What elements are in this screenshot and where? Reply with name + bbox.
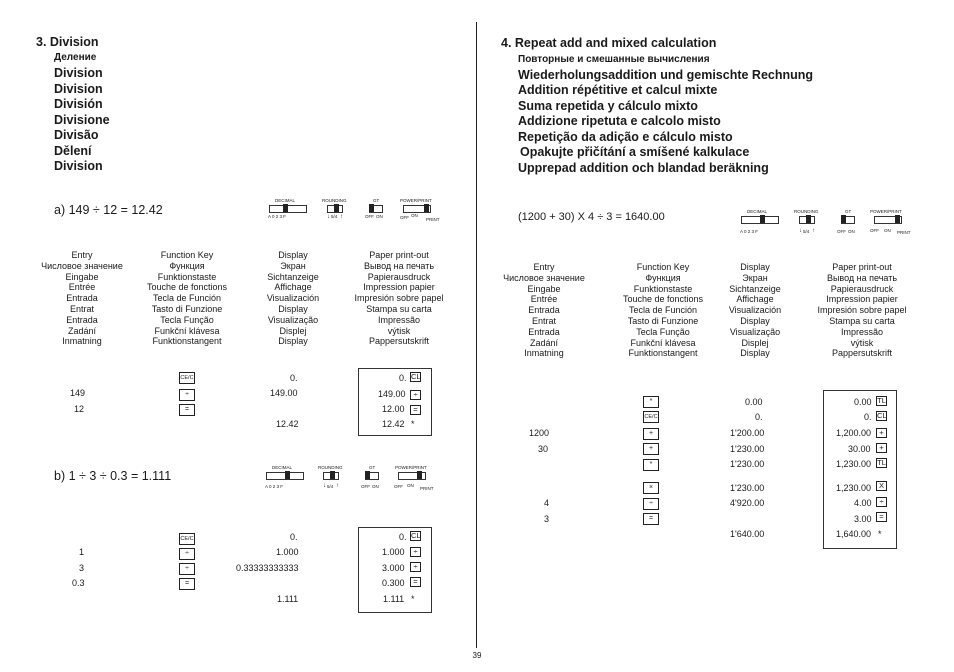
display-value: 1'640.00 xyxy=(730,529,765,539)
equation-a: a) 149 ÷ 12 = 12.42 xyxy=(54,203,163,217)
decimal-label: DECIMAL xyxy=(747,209,768,214)
display-value: 0.33333333333 xyxy=(236,563,299,573)
equals-key: = xyxy=(179,578,195,590)
entry-value: 30 xyxy=(538,444,549,454)
translation-sv: Upprepad addition och blandad beräkning xyxy=(518,161,769,175)
paper-value: 0. xyxy=(399,532,407,542)
rounding-arrow-up: ↑ xyxy=(812,228,815,234)
cl-symbol: CL xyxy=(411,372,421,381)
power-knob xyxy=(895,215,900,223)
rounding-54-label: 5/4 xyxy=(327,484,334,489)
gt-off-label: OFF xyxy=(365,214,374,219)
divide-symbol: ÷ xyxy=(410,562,421,572)
paper-value: 1.000 xyxy=(382,547,405,557)
gt-knob xyxy=(841,215,846,223)
decimal-switch xyxy=(269,205,307,213)
rounding-arrow-down: ↓ xyxy=(323,483,326,489)
gt-knob xyxy=(369,204,374,212)
display-value: 0. xyxy=(755,412,763,422)
ce-c-key: CE/C xyxy=(179,372,195,384)
power-on-label: ON xyxy=(407,483,414,488)
rounding-knob xyxy=(330,471,335,479)
paper-value: 1,200.00 xyxy=(836,428,872,438)
rounding-arrow-up: ↑ xyxy=(340,214,343,220)
paper-value: 1.111 xyxy=(383,594,405,604)
rounding-arrow-down: ↓ xyxy=(327,214,330,220)
divide-key: ÷ xyxy=(179,563,195,575)
display-value: 1.000 xyxy=(276,547,299,557)
gt-on-label: ON xyxy=(848,229,855,234)
paper-header-right: Paper print-out Вывод на печать Papierausdruck Impression papier Impresión sobre papel Stampa su carta Impressão výtisk Pappersutskrift xyxy=(817,262,907,359)
total-mark: * xyxy=(411,419,415,429)
power-print-label: PRINT xyxy=(420,486,434,491)
power-off-label: OFF xyxy=(870,228,879,233)
gt-on-label: ON xyxy=(376,214,383,219)
decimal-knob xyxy=(283,204,288,212)
entry-header-right: Entry Числовое значение Eingabe Entrée Entrada Entrat Entrada Zadání Inmatning xyxy=(503,262,585,359)
display-value: 1'230.00 xyxy=(730,444,765,454)
entry-value: 3 xyxy=(79,563,85,573)
entry-value: 149 xyxy=(70,388,86,398)
function-key-header-right: Function Key Функция Funktionstaste Touche de fonctions Tecla de Función Tasto di Funzione Tecla Função Funkční klávesa Funktionstangent xyxy=(622,262,704,359)
cl-symbol: CL xyxy=(877,411,887,420)
divide-symbol: ÷ xyxy=(410,547,421,557)
rounding-54-label: 5/4 xyxy=(331,214,338,219)
x-symbol: X xyxy=(876,481,887,491)
plus-key: + xyxy=(643,443,659,455)
translation-it: Divisione xyxy=(54,113,110,127)
rounding-knob xyxy=(334,204,339,212)
total-mark: * xyxy=(411,594,415,604)
decimal-ticks: A 0 2 3 F xyxy=(268,214,287,219)
power-knob xyxy=(417,471,422,479)
plus-symbol: + xyxy=(876,443,887,453)
translation-pt: Repetição da adição e cálculo misto xyxy=(518,130,733,144)
paper-value: 0.00 xyxy=(854,397,872,407)
display-header-left: Display Экран Sichtanzeige Affichage Visualización Display Visualização Displej Display xyxy=(266,250,320,347)
page-divider xyxy=(476,22,477,648)
paper-value: 4.00 xyxy=(854,498,872,508)
display-value: 1.111 xyxy=(277,594,299,604)
paper-value: 3.000 xyxy=(382,563,405,573)
translation-de: Wiederholungsaddition und gemischte Rechnung xyxy=(518,68,814,82)
entry-value: 1 xyxy=(79,547,85,557)
translation-de: Division xyxy=(54,66,103,80)
divide-symbol: ÷ xyxy=(410,390,421,400)
total-mark: * xyxy=(878,529,882,539)
ce-c-key: CE/C xyxy=(643,411,659,423)
paper-value: 1,230.00 xyxy=(836,459,872,469)
section-3-title: 3. Division xyxy=(36,35,99,49)
equals-key: = xyxy=(179,404,195,416)
switch-diagram-b xyxy=(262,464,442,494)
rounding-label: ROUNDING xyxy=(318,465,343,470)
power-on-label: ON xyxy=(411,213,418,218)
switch-diagram-right xyxy=(737,208,917,238)
display-value: 0. xyxy=(290,532,298,542)
switch-diagram-a xyxy=(265,197,445,227)
power-off-label: OFF xyxy=(400,215,409,220)
decimal-ticks: A 0 2 3 F xyxy=(740,229,759,234)
entry-value: 12 xyxy=(74,404,85,414)
translation-pt: Divisão xyxy=(54,128,99,142)
equals-symbol: = xyxy=(876,512,887,522)
ce-c-key: CE/C xyxy=(179,533,195,545)
tl-symbol: TL xyxy=(877,396,886,405)
display-value: 1'200.00 xyxy=(730,428,765,438)
power-label: POWER/PRINT xyxy=(400,198,432,203)
gt-off-label: OFF xyxy=(361,484,370,489)
translation-es: División xyxy=(54,97,103,111)
paper-value: 3.00 xyxy=(854,514,872,524)
rounding-label: ROUNDING xyxy=(322,198,347,203)
entry-value: 3 xyxy=(544,514,550,524)
translation-sv: Division xyxy=(54,159,103,173)
equals-key: = xyxy=(643,513,659,525)
translation-fr: Division xyxy=(54,82,103,96)
display-value: 12.42 xyxy=(276,419,299,429)
function-key-header-left: Function Key Функция Funktionstaste Touche de fonctions Tecla de Función Tasto di Funzione Tecla Função Funkční klávesa Funktionstangent xyxy=(146,250,228,347)
decimal-knob xyxy=(760,215,765,223)
decimal-label: DECIMAL xyxy=(272,465,293,470)
power-print-label: PRINT xyxy=(426,217,440,222)
total-key: * xyxy=(643,459,659,471)
display-value: 4'920.00 xyxy=(730,498,765,508)
divide-key: ÷ xyxy=(179,548,195,560)
display-value: 149.00 xyxy=(270,388,298,398)
entry-header-left: Entry Числовое значение Eingabe Entrée Entrada Entrat Entrada Zadání Inmatning xyxy=(41,250,123,347)
decimal-label: DECIMAL xyxy=(275,198,296,203)
translation-it: Addizione ripetuta e calcolo misto xyxy=(518,114,721,128)
rounding-arrow-up: ↑ xyxy=(336,483,339,489)
gt-label: GT xyxy=(373,198,380,203)
power-on-label: ON xyxy=(884,228,891,233)
paper-value: 149.00 xyxy=(378,389,406,399)
display-value: 0. xyxy=(290,373,298,383)
power-print-label: PRINT xyxy=(897,230,911,235)
power-label: POWER/PRINT xyxy=(870,209,902,214)
total-key: * xyxy=(643,396,659,408)
equation-right: (1200 + 30) X 4 ÷ 3 = 1640.00 xyxy=(518,211,665,223)
rounding-arrow-down: ↓ xyxy=(799,228,802,234)
translation-cs: Opakujte přičítání a smíšené kalkulace xyxy=(520,145,750,159)
rounding-54-label: 5/4 xyxy=(803,229,810,234)
entry-value: 1200 xyxy=(529,428,550,438)
paper-value: 1,640.00 xyxy=(836,529,872,539)
multiply-key: × xyxy=(643,482,659,494)
plus-symbol: + xyxy=(876,428,887,438)
translation-es: Suma repetida y cálculo mixto xyxy=(518,99,698,113)
power-off-label: OFF xyxy=(394,484,403,489)
decimal-knob xyxy=(285,471,290,479)
gt-label: GT xyxy=(369,465,376,470)
divide-key: ÷ xyxy=(179,389,195,401)
power-knob xyxy=(424,204,429,212)
display-value: 1'230.00 xyxy=(730,459,765,469)
entry-value: 4 xyxy=(544,498,550,508)
gt-on-label: ON xyxy=(372,484,379,489)
gt-label: GT xyxy=(845,209,852,214)
paper-value: 1,230.00 xyxy=(836,483,872,493)
equals-symbol: = xyxy=(410,577,421,587)
paper-value: 0. xyxy=(864,412,872,422)
plus-key: + xyxy=(643,428,659,440)
equation-b: b) 1 ÷ 3 ÷ 0.3 = 1.111 xyxy=(54,469,172,483)
paper-header-left: Paper print-out Вывод на печать Papierausdruck Impression papier Impresión sobre papel Stampa su carta Impressão výtisk Pappersutskrift xyxy=(354,250,444,347)
divide-symbol: ÷ xyxy=(876,497,887,507)
rounding-label: ROUNDING xyxy=(794,209,819,214)
translation-fr: Addition répétitive et calcul mixte xyxy=(518,83,718,97)
translation-cs: Dělení xyxy=(54,144,92,158)
gt-knob xyxy=(365,471,370,479)
power-label: POWER/PRINT xyxy=(395,465,427,470)
divide-key: ÷ xyxy=(643,498,659,510)
section-4-title: 4. Repeat add and mixed calculation xyxy=(501,36,717,50)
display-header-right: Display Экран Sichtanzeige Affichage Visualización Display Visualização Displej Display xyxy=(728,262,782,359)
paper-value: 0.300 xyxy=(382,578,405,588)
tl-symbol: TL xyxy=(877,458,886,467)
paper-value: 12.42 xyxy=(382,419,405,429)
equals-symbol: = xyxy=(410,405,421,415)
display-value: 1'230.00 xyxy=(730,483,765,493)
translation-ru: Деление xyxy=(54,52,97,63)
entry-value: 0.3 xyxy=(72,578,85,588)
rounding-knob xyxy=(806,215,811,223)
cl-symbol: CL xyxy=(411,531,421,540)
display-value: 0.00 xyxy=(745,397,763,407)
subtitle-ru: Повторные и смешанные вычисления xyxy=(518,54,710,65)
paper-value: 30.00 xyxy=(848,444,871,454)
decimal-ticks: A 0 2 3 F xyxy=(265,484,284,489)
page-number: 39 xyxy=(472,651,482,660)
paper-value: 12.00 xyxy=(382,404,405,414)
paper-value: 0. xyxy=(399,373,407,383)
gt-off-label: OFF xyxy=(837,229,846,234)
